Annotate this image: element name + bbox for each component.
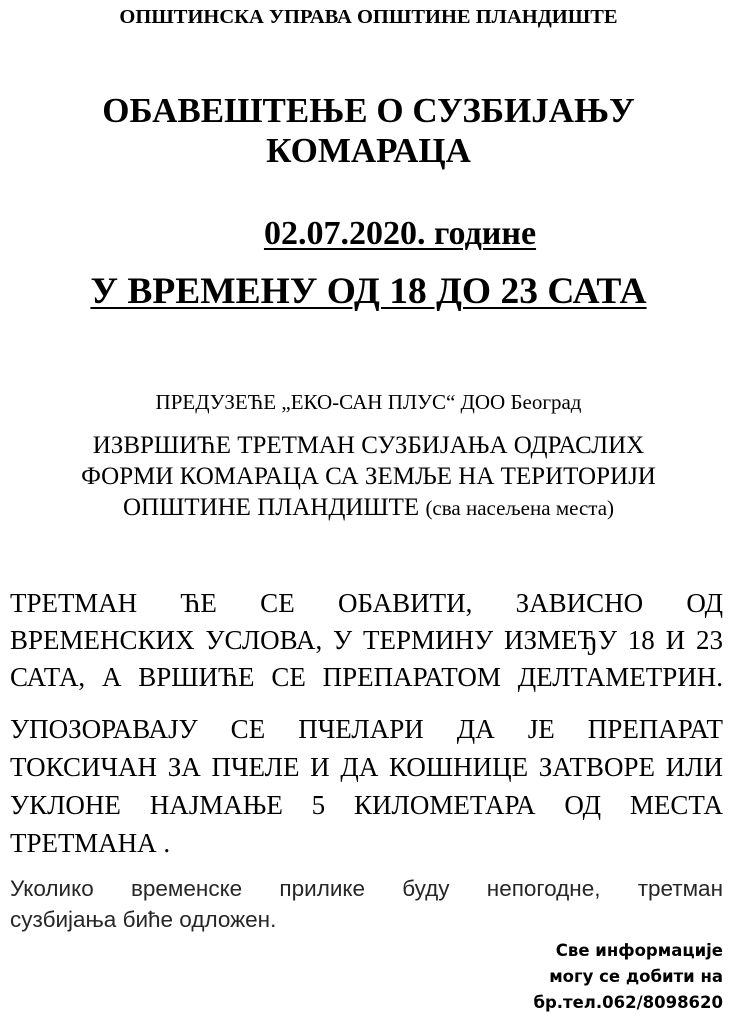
performs-line-3-note: (сва насељена места) (425, 496, 615, 520)
contact-phone: бр.тел.062/8098620 (533, 993, 723, 1012)
warning-paragraph-line: УПОЗОРАВАЈУ СЕ ПЧЕЛАРИ ДА ЈЕ ПРЕПАРАТ (10, 714, 723, 744)
treatment-paragraph-line: ВРЕМЕНСКИХ УСЛОВА, У ТЕРМИНУ ИЗМЕЂУ 18 И 23 (10, 625, 723, 655)
performs-line-3 (0, 492, 737, 524)
warning-paragraph-line: УКЛОНЕ НАЈМАЊЕ 5 КИЛОМЕТАРА ОД МЕСТА (10, 790, 723, 820)
notice-title-line-1: ОБАВЕШТЕЊЕ О СУЗБИЈАЊУ (102, 91, 635, 130)
notice-title-line-2: КОМАРАЦА (266, 131, 471, 170)
contact-line: могу се добити на (549, 967, 723, 986)
warning-paragraph-line: ТРЕТМАНА . (10, 828, 171, 858)
treatment-time (0, 270, 737, 313)
contact-line: Све информације (555, 941, 723, 960)
treatment-paragraph-line: САТА, А ВРШИЋЕ СЕ ПРЕПАРАТОМ ДЕЛТАМЕТРИН. (10, 662, 723, 692)
treatment-date-text: 02.07.2020. године (263, 215, 537, 252)
municipality-header: ОПШТИНСКА УПРАВА ОПШТИНЕ ПЛАНДИШТЕ (119, 6, 618, 28)
performs-line-2: ФОРМИ КОМАРАЦА СА ЗЕМЉЕ НА ТЕРИТОРИЈИ (81, 463, 656, 490)
treatment-date (0, 215, 737, 253)
performs-line-1: ИЗВРШИЋЕ ТРЕТМАН СУЗБИЈАЊА ОДРАСЛИХ (92, 432, 645, 459)
performs-line-3-main: ОПШТИНЕ ПЛАНДИШТЕ (122, 494, 420, 521)
postpone-paragraph-line: Уколико временске прилике буду непогодне, третман (10, 876, 723, 901)
treatment-paragraph-line: ТРЕТМАН ЋЕ СЕ ОБАВИТИ, ЗАВИСНО ОД (10, 588, 723, 618)
contact-info (533, 938, 723, 1016)
treatment-time-text: У ВРЕМЕНУ ОД 18 ДО 23 САТА (90, 271, 647, 312)
postpone-paragraph-line: сузбијања биће одложен. (10, 907, 277, 932)
company-name: ПРЕДУЗЕЋЕ „ЕКО-САН ПЛУС“ ДОО Београд (155, 390, 582, 414)
warning-paragraph-line: ТОКСИЧАН ЗА ПЧЕЛЕ И ДА КОШНИЦЕ ЗАТВОРЕ ИЛИ (10, 752, 723, 782)
